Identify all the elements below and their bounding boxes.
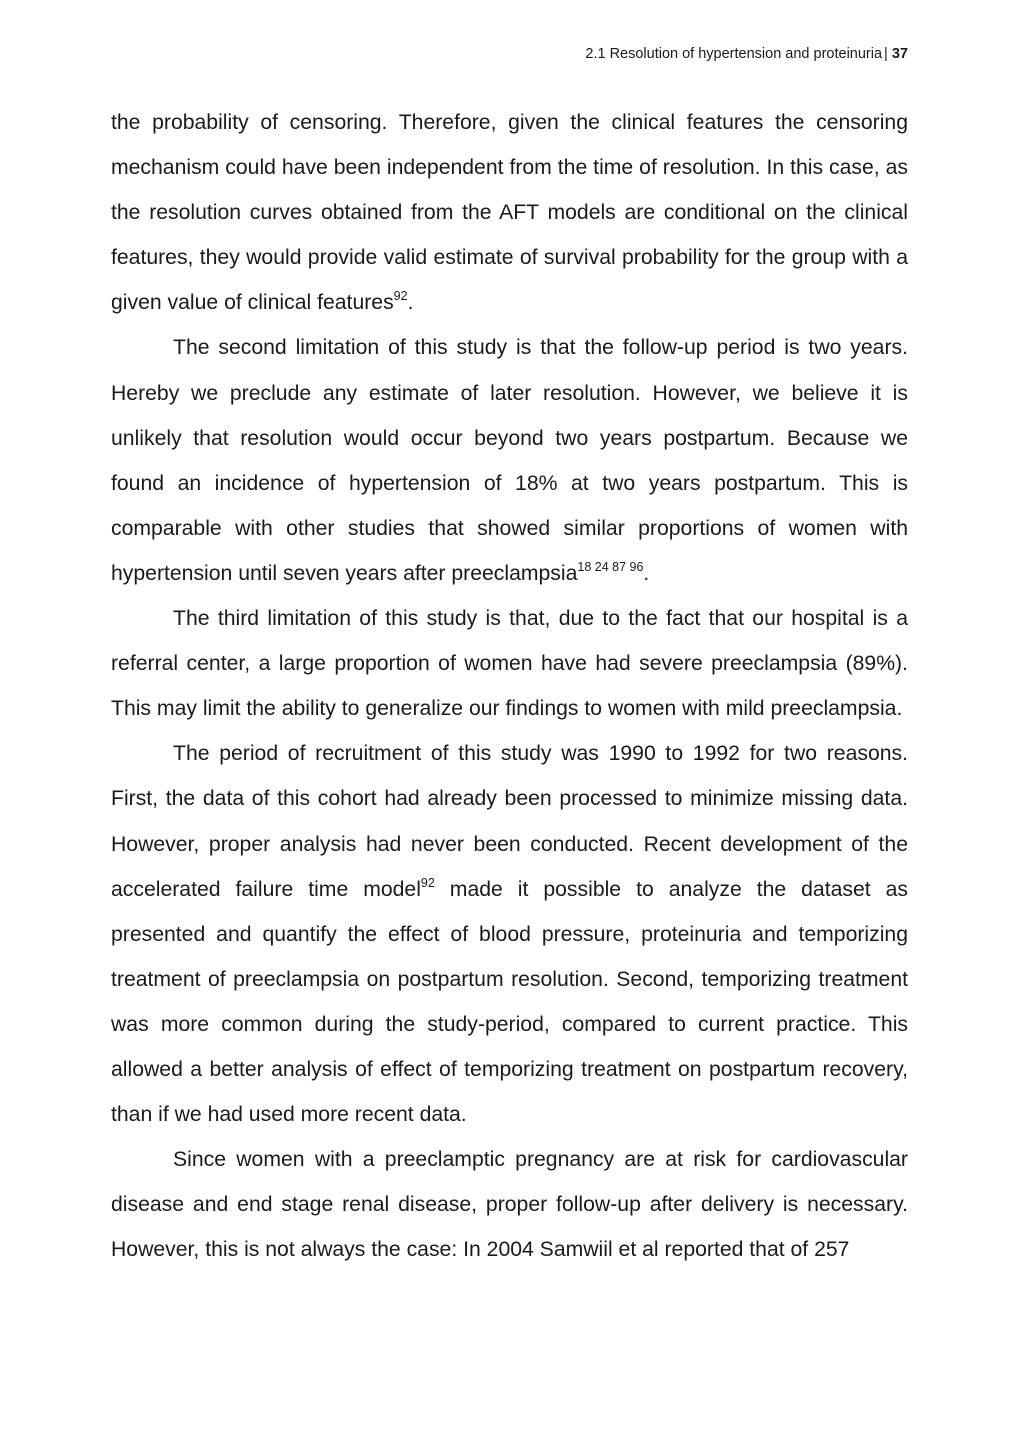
paragraph-5 — [111, 1137, 908, 1272]
paragraph-1 — [111, 100, 908, 325]
paragraph-2 — [111, 325, 908, 596]
paragraph-3 — [111, 596, 908, 731]
paragraph-text: . — [643, 561, 650, 585]
header-title: 2.1 Resolution of hypertension and proteinuria — [585, 46, 883, 62]
citation-superscript: 18 24 87 96 — [577, 559, 644, 574]
paragraph-text: . — [407, 291, 414, 315]
paragraph-text: The second limitation of this study is that the follow-up period is two years. Hereby we preclude any estimate of later resolution. However, we believe it is unlikely that resolution would occur beyond two years postpartum. Because we found an incidence of hypertension of 18% at two years postpartum. This is comparable with other studies that showed similar proportions of women with hypertension until seven years after preeclampsia — [111, 336, 908, 585]
citation-superscript: 92 — [393, 289, 408, 304]
body-text — [111, 100, 908, 1272]
paragraph-text: The period of recruitment of this study was 1990 to 1992 for two reasons. First, the data of this cohort had already been processed to minimize missing data. However, proper analysis had never been conducted. Recent development of the accelerated failure time model — [111, 742, 908, 901]
header-separator: | — [884, 46, 888, 62]
paragraph-text: made it possible to analyze the dataset as presented and quantify the effect of blood pressure, proteinuria and temporizing treatment of preeclampsia on postpartum resolution. Second, temporizing treatment was more common during the study-period, compared to current practice. This allowed a better analysis of effect of temporizing treatment on postpartum recovery, than if we had used more recent data. — [111, 877, 909, 1127]
paragraph-4 — [111, 731, 908, 1137]
paragraph-text: The third limitation of this study is that, due to the fact that our hospital is a referral center, a large proportion of women have had severe preeclampsia (89%). This may limit the ability to generalize our findings to women with mild preeclampsia. — [111, 607, 908, 721]
paragraph-text: Since women with a preeclamptic pregnancy are at risk for cardiovascular disease and end stage renal disease, proper follow-up after delivery is necessary. However, this is not always the case: In 2004 Samwiil et al reported that of 257 — [111, 1148, 908, 1262]
paragraph-text: the probability of censoring. Therefore, given the clinical features the censoring mechanism could have been independent from the time of resolution. In this case, as the resolution curves obtained from the AFT models are conditional on the clinical features, they would provide valid estimate of survival probability for the group with a given value of clinical features — [111, 111, 908, 315]
citation-superscript: 92 — [420, 875, 435, 890]
running-header — [585, 44, 908, 64]
page-number: 37 — [891, 46, 908, 62]
